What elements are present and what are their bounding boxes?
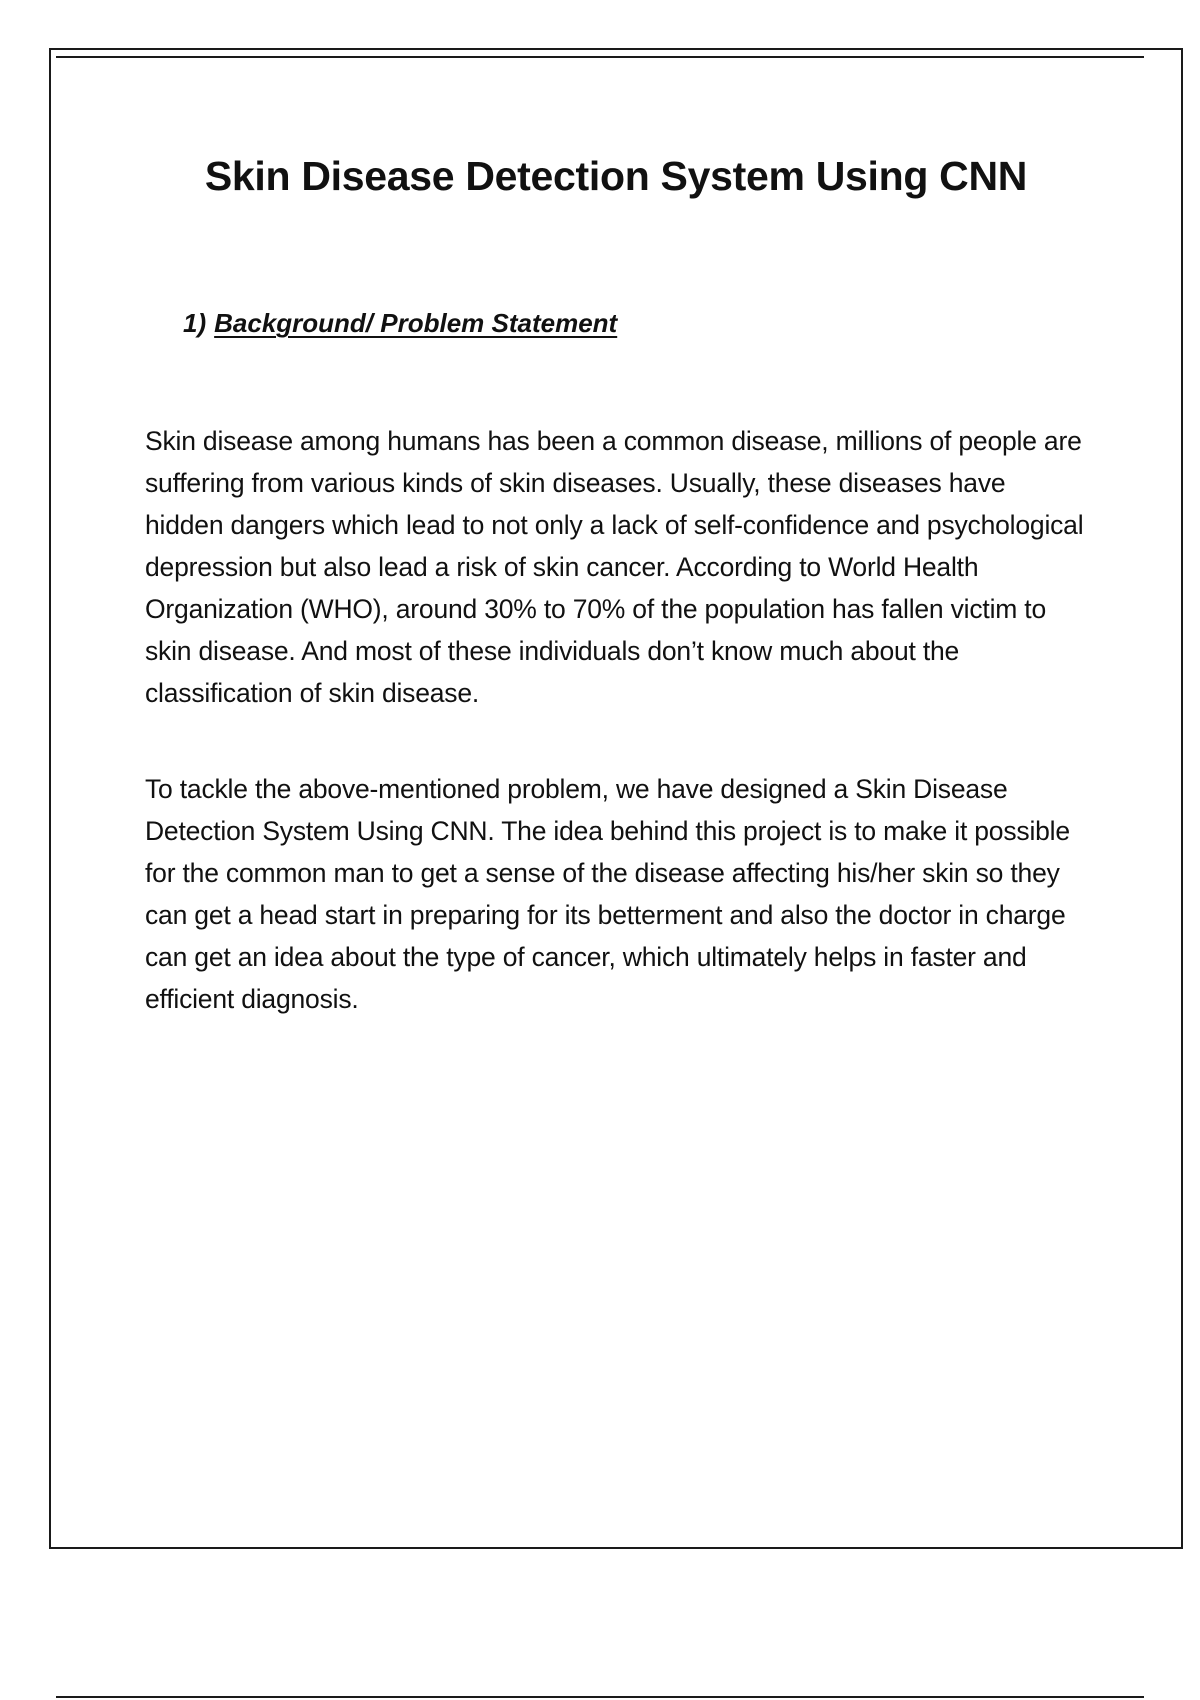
section-number: 1) <box>183 308 207 338</box>
document-title: Skin Disease Detection System Using CNN <box>204 153 1028 199</box>
body-paragraph-1: Skin disease among humans has been a common disease, millions of people are suffering from various kinds of skin diseases. Usually, these diseases have hidden dangers which lead to not only a lack of self-confidence and psychological depression but also lead a risk of skin cancer. According to World Health Organization (WHO), around 30% to 70% of the population has fallen victim to skin disease. And most of these individuals don’t know much about the classification of skin disease. <box>145 426 1084 708</box>
body-paragraph-2: To tackle the above-mentioned problem, we have designed a Skin Disease Detection System Using CNN. The idea behind this project is to make it possible for the common man to get a sense of the disease affecting his/her skin so they can get a head start in preparing for its betterment and also the doctor in charge can get an idea about the type of cancer, which ultimately helps in faster and efficient diagnosis. <box>145 774 1070 1014</box>
footer-rule <box>56 1696 1144 1698</box>
header-rule <box>56 56 1144 58</box>
section-heading <box>183 305 617 341</box>
section-heading-text: Background/ Problem Statement <box>214 308 618 338</box>
